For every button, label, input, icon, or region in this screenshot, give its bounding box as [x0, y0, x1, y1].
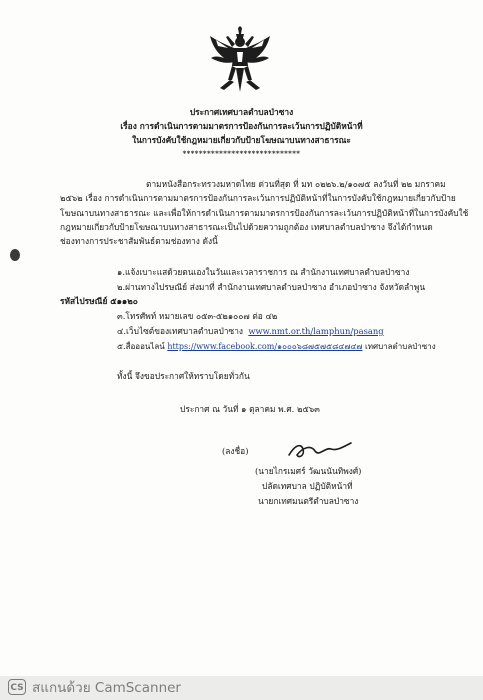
channel-item-1: ๑.แจ้งเบาะแสด้วยตนเองในวันและเวลาราชการ ณ สำนักงานเทศบาลตำบลป่าซาง [117, 267, 410, 277]
handwritten-signature [285, 437, 355, 463]
camscanner-watermark: สแกนด้วย CamScanner [32, 680, 181, 696]
channel-item-4-label: ๔.เว็บไซต์ของเทศบาลตำบลป่าซาง [117, 326, 243, 336]
channel-item-2-postcode: รหัสไปรษณีย์ ๕๑๑๒๐ [60, 296, 138, 306]
signer-title-2: นายกเทศมนตรีตำบลป่าซาง [258, 496, 359, 506]
body-line-3: โฆษณาบนทางสาธารณะ และเพื่อให้การดำเนินการตามมาตรการป้องกันการละเว้นการปฏิบัติหน้าที่ในการบังคับใช้ [60, 208, 469, 218]
star-divider: ***************************** [182, 149, 301, 158]
signed-label: (ลงชื่อ) [222, 446, 249, 456]
body-line-4: กฎหมายเกี่ยวกับป้ายโฆษณาบนทางสาธารณะเป็นไปด้วยความถูกต้อง เทศบาลตำบลป่าซาง จึงได้กำหนด [60, 222, 433, 232]
website-link[interactable]: www.nmt.or.th/lamphun/pasang [248, 326, 384, 336]
channel-item-5-label: ๕.สื่อออนไลน์ [117, 342, 165, 351]
announcement-subject-cont: ในการบังคับใช้กฎหมายเกี่ยวกับป้ายโฆษณาบนทางสาธารณะ [132, 135, 351, 145]
closing-line: ทั้งนี้ จึงขอประกาศให้ทราบโดยทั่วกัน [117, 371, 250, 381]
body-line-5: ช่องทางการประชาสัมพันธ์ตามช่องทาง ดังนี้ [60, 236, 218, 246]
channel-item-5-suffix: เทศบาลตำบลป่าซาง [362, 342, 436, 351]
camscanner-logo-icon: CS [8, 679, 26, 695]
punch-hole [10, 249, 20, 261]
announcement-subject: เรื่อง การดำเนินการตามมาตรการป้องกันการละเว้นการปฏิบัติหน้าที่ [120, 121, 363, 131]
announcement-title: ประกาศเทศบาลตำบลป่าซาง [189, 107, 294, 117]
body-line-2: ๒๕๖๒ เรื่อง การดำเนินการตามมาตรการป้องกันการละเว้นการปฏิบัติหน้าที่ในการบังคับใช้กฎหมายเกี่ยวกับป้าย [60, 193, 456, 203]
signer-title-1: ปลัดเทศบาล ปฏิบัติหน้าที่ [262, 481, 353, 491]
channel-item-3: ๓.โทรศัพท์ หมายเลข ๐๕๓-๕๒๑๐๐๗ ต่อ ๔๒ [117, 311, 278, 321]
facebook-link[interactable]: https://www.facebook.com/๑๐๐๐๖๘๗๕๗๕๘๔๗๔๗ [167, 342, 363, 351]
announcement-date: ประกาศ ณ วันที่ ๑ ตุลาคม พ.ศ. ๒๕๖๓ [180, 404, 320, 414]
camscanner-footer [0, 676, 483, 700]
channel-item-5 [117, 341, 436, 352]
channel-item-2: ๒.ผ่านทางไปรษณีย์ ส่งมาที่ สำนักงานเทศบาลตำบลป่าซาง อำเภอป่าซาง จังหวัดลำพูน [117, 282, 426, 292]
channel-item-4 [117, 326, 384, 337]
body-line-1: ตามหนังสือกระทรวงมหาดไทย ด่วนที่สุด ที่ มท ๐๒๒๖.๒/๑๐๗๕ ลงวันที่ ๒๒ มกราคม [146, 179, 446, 189]
signer-name: (นายไกรเมศร์ วัฒนนันทิพงศ์) [255, 466, 362, 476]
garuda-emblem-icon [208, 26, 272, 94]
